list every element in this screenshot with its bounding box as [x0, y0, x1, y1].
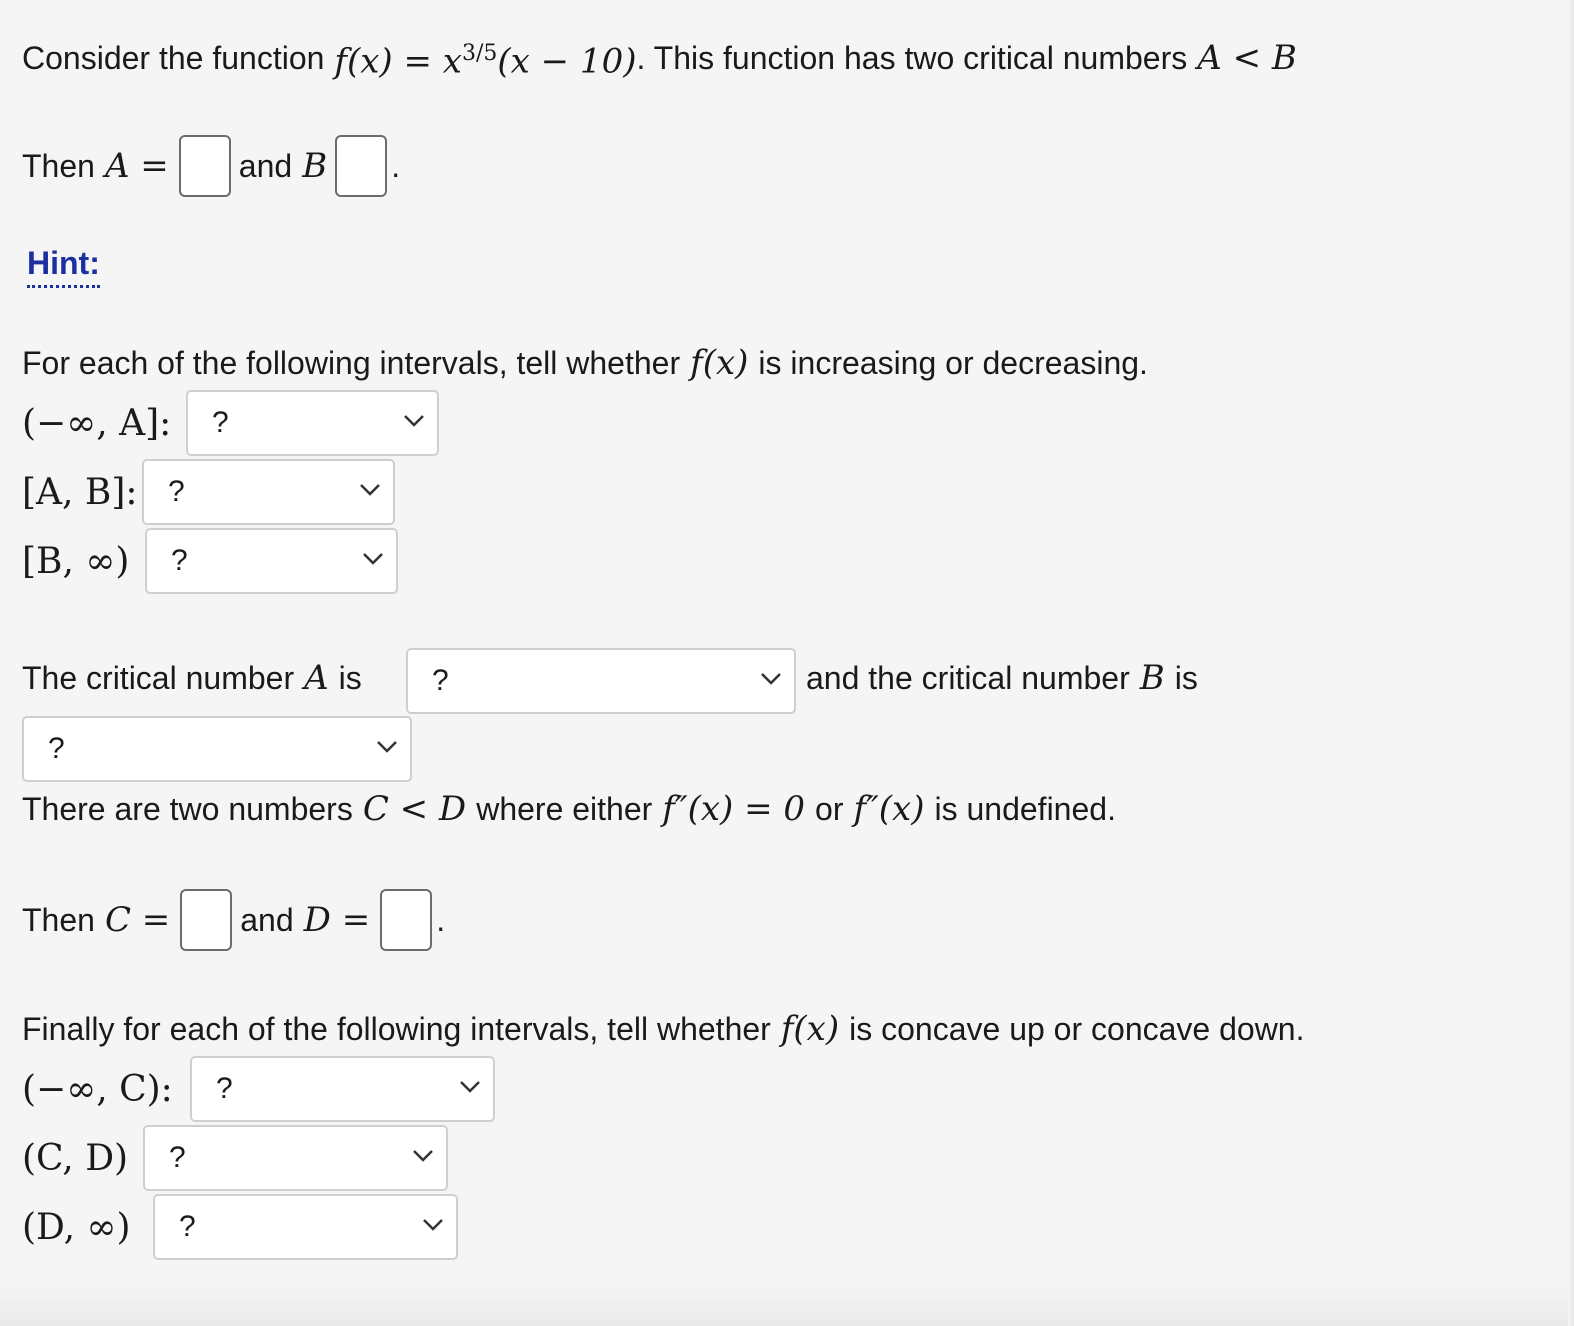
- concavity-select-1-value: ?: [216, 1072, 233, 1105]
- answer-input-a[interactable]: [179, 135, 231, 197]
- intro-text-before: Consider the function: [22, 39, 325, 76]
- b-label: B: [302, 146, 328, 186]
- concavity-label-3: (D, ∞): [22, 1207, 131, 1248]
- interval-label-3: [B, ∞): [22, 541, 130, 582]
- concavity-select-3[interactable]: [153, 1194, 458, 1260]
- critical-a-type-value: ?: [432, 664, 449, 697]
- d-equals-label: D =: [303, 900, 371, 940]
- critical-a-type-select[interactable]: [406, 648, 796, 714]
- chevron-down-icon: [403, 414, 425, 428]
- chevron-down-icon: [760, 672, 782, 686]
- classification-text-a: [22, 658, 362, 698]
- then-label: Then: [22, 148, 95, 184]
- then-label-c: Then: [22, 902, 95, 938]
- concavity-label-1: (−∞, C):: [22, 1069, 173, 1110]
- fx-label-concavity: f(x): [780, 1009, 840, 1049]
- inflection-statement: [22, 789, 1116, 829]
- a-equals-label: A =: [104, 146, 169, 186]
- chevron-down-icon: [362, 552, 384, 566]
- bottom-shade: [0, 1286, 1574, 1326]
- critical-a-text: The critical number: [22, 660, 295, 696]
- chevron-down-icon: [376, 740, 398, 754]
- function-expression: $f(x) = x^{3/5}(x - 10)$: [334, 41, 637, 82]
- interval-label-2: [A, B]:: [22, 472, 138, 513]
- concavity-select-2[interactable]: [143, 1125, 448, 1191]
- is-label: is: [338, 660, 362, 696]
- interval-select-2[interactable]: [142, 459, 395, 525]
- concavity-select-3-value: ?: [179, 1210, 196, 1243]
- and-label-cd: and: [240, 902, 294, 938]
- chevron-down-icon: [412, 1149, 434, 1163]
- interval-select-1[interactable]: [186, 390, 439, 456]
- classification-text-b: [806, 658, 1198, 698]
- concavity-select-1[interactable]: [190, 1056, 495, 1122]
- hint-link[interactable]: Hint:: [27, 245, 100, 288]
- intro-statement: [22, 34, 1297, 81]
- answer-input-c[interactable]: [180, 889, 232, 951]
- critical-relation: A < B: [1197, 37, 1297, 78]
- critical-b-type-select[interactable]: [22, 716, 412, 782]
- second-derivative: f″(x): [853, 789, 925, 829]
- concavity-label-2: (C, D): [22, 1138, 129, 1179]
- answer-input-d[interactable]: [380, 889, 432, 951]
- increasing-prompt-after: is increasing or decreasing.: [758, 345, 1148, 381]
- concavity-select-2-value: ?: [169, 1141, 186, 1174]
- concavity-prompt: [22, 1009, 1304, 1049]
- interval-select-1-value: ?: [212, 406, 229, 439]
- concavity-prompt-after: is concave up or concave down.: [849, 1011, 1305, 1047]
- chevron-down-icon: [459, 1080, 481, 1094]
- inflection-relation: C < D: [362, 789, 467, 829]
- interval-select-3[interactable]: [145, 528, 398, 594]
- chevron-down-icon: [359, 483, 381, 497]
- answer-input-b[interactable]: [335, 135, 387, 197]
- increasing-prompt: [22, 343, 1148, 383]
- concavity-prompt-before: Finally for each of the following intervals, tell whether: [22, 1011, 771, 1047]
- or-label: or: [815, 791, 844, 827]
- is-label-b: is: [1174, 660, 1198, 696]
- inflection-inputs: [22, 887, 445, 953]
- period-cd: .: [436, 902, 446, 938]
- period: .: [391, 148, 401, 184]
- intro-text-after: . This function has two critical numbers: [636, 39, 1188, 76]
- critical-b-text: and the critical number: [806, 660, 1130, 696]
- interval-label-1: (−∞, A]:: [22, 403, 172, 444]
- second-derivative-zero: f″(x) = 0: [662, 789, 806, 829]
- interval-select-2-value: ?: [168, 475, 185, 508]
- c-equals-label: C =: [104, 900, 171, 940]
- critical-b-symbol: B: [1139, 658, 1165, 698]
- fx-label: f(x): [690, 343, 749, 383]
- inflection-text-mid: where either: [476, 791, 653, 827]
- inflection-text-after: is undefined.: [934, 791, 1116, 827]
- interval-select-3-value: ?: [171, 544, 188, 577]
- and-label: and: [238, 148, 293, 184]
- inflection-text-before: There are two numbers: [22, 791, 353, 827]
- critical-a-symbol: A: [304, 658, 329, 698]
- chevron-down-icon: [422, 1218, 444, 1232]
- increasing-prompt-before: For each of the following intervals, tell whether: [22, 345, 681, 381]
- critical-b-type-value: ?: [48, 732, 65, 765]
- critical-number-inputs: [22, 133, 400, 199]
- right-edge-shade: [1568, 0, 1574, 1326]
